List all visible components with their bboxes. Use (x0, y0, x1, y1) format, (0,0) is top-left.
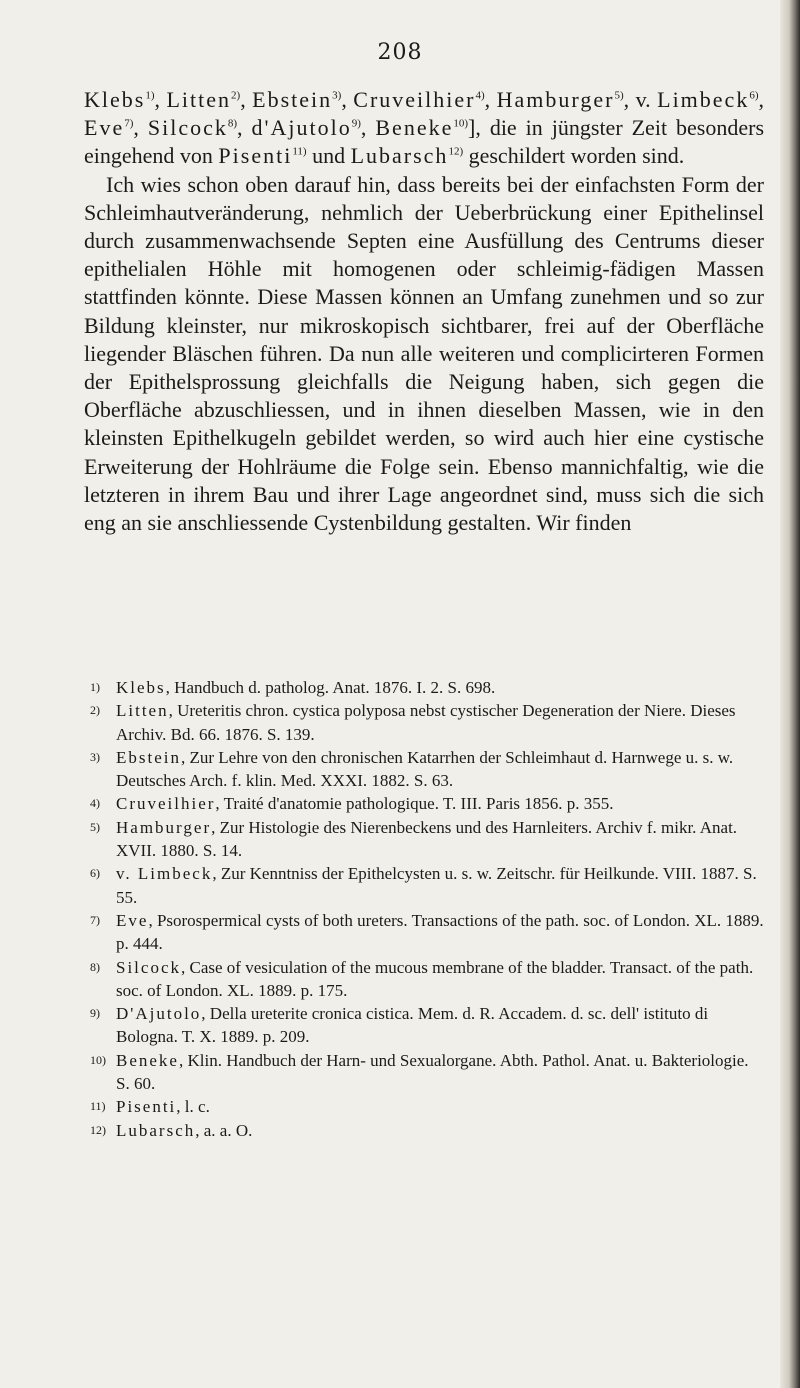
footnote-reference: 2) (231, 89, 241, 102)
text-run: , v. (623, 87, 658, 112)
footnote (90, 1119, 766, 1142)
page-edge-shadow (780, 0, 800, 1388)
footnote-reference: 10) (453, 117, 469, 130)
text-run: , (154, 87, 167, 112)
footnote (90, 1002, 766, 1049)
footnote-author: Litten (116, 701, 169, 721)
footnote-citation: , Zur Kenntniss der Epithelcysten u. s. w. Zeitschr. für Heilkunde. VIII. 1887. S. 55. (116, 864, 757, 907)
author-name: Hamburger (496, 87, 615, 112)
footnote (90, 816, 766, 863)
footnote-reference: 12) (448, 146, 464, 159)
footnote-reference: 8) (227, 117, 238, 130)
footnote-text (116, 909, 766, 956)
footnote-author: v. Limbeck (116, 864, 213, 884)
footnote-citation: , Ureteritis chron. cystica polyposa nebst cystischer Degeneration der Niere. Dieses Archiv. Bd. 66. 1876. S. 139. (116, 701, 736, 744)
footnote-author: Pisenti (116, 1097, 177, 1117)
footnote-author: Hamburger (116, 817, 212, 837)
footnote-mark: 3) (90, 749, 100, 764)
footnote-citation: , Traité d'anatomie pathologique. T. III. Paris 1856. p. 355. (215, 794, 614, 814)
footnote-text (116, 792, 766, 815)
footnote-text (116, 1119, 766, 1142)
footnote-text (116, 862, 766, 909)
footnote (90, 862, 766, 909)
footnote-reference: 1) (145, 89, 155, 102)
footnote-mark: 2) (90, 703, 100, 718)
author-name: Klebs (84, 87, 146, 112)
footnote-author: Klebs (116, 678, 166, 697)
footnote-author: Lubarsch (116, 1120, 196, 1140)
footnote-citation: , Zur Histologie des Nierenbeckens und des Harnleiters. Archiv f. mikr. Anat. XVII. 1880. S. 14. (116, 817, 738, 861)
paragraph (84, 86, 764, 171)
text-run: , (133, 115, 148, 141)
footnote-author: Silcock (116, 957, 181, 977)
footnote-citation: , Case of vesiculation of the mucous membrane of the bladder. Transact. of the path. soc. of London. XL. 1889. p. 175. (116, 957, 754, 1000)
footnote-mark: 5) (90, 819, 100, 834)
text-run: Ich wies schon oben darauf hin, dass bereits bei der einfachsten Form der Schleimhautveränderung, nehmlich der Ueberbrückung einer Epithelinsel durch zusammenwachsende Septen eine Ausfüllung des Centrums dieser epithelialen Höhle mit homogenen oder schleimig-fädigen Massen stattfinden könnte. Diese Massen können an Umfang zunehmen und so zur Bildung kleinster, nur mikroskopisch sichtbarer, frei auf der Oberfläche liegender Bläschen führen. Da nun alle weiteren und complicirteren Formen der Epithelsprossung gleichfalls die Neigung haben, sich gegen die Oberfläche abzuschliessen, und in ihnen dieselben Massen, wie in den kleinsten Epithelkugeln gebildet werden, so wird auch hier eine cystische Erweiterung der Hohlräume die Folge sein. Ebenso mannichfaltig, wie die letzteren in ihrem Bau und ihrer Lage angeordnet sind, muss sich die sich eng an sie anschliessende Cystenbildung gestalten. Wir finden (84, 171, 764, 536)
footnotes (90, 676, 766, 1142)
footnote (90, 1049, 766, 1096)
footnote-text (116, 676, 766, 699)
footnote-mark: 7) (90, 912, 100, 927)
author-name: Lubarsch (350, 143, 449, 169)
text-run: und (306, 143, 351, 169)
footnote-reference: 3) (332, 89, 342, 102)
text-run: , (484, 87, 497, 112)
footnote-author: Ebstein (116, 747, 181, 767)
footnote-mark: 1) (90, 680, 100, 694)
footnote-reference: 6) (749, 89, 759, 102)
footnote-author: Eve (116, 910, 149, 930)
footnote-text (116, 746, 766, 793)
footnote (90, 909, 766, 956)
footnote-mark: 10) (90, 1052, 106, 1067)
footnote (90, 956, 766, 1003)
author-name: Cruveilhier (353, 87, 476, 112)
footnote-citation: , Handbuch d. patholog. Anat. 1876. I. 2. S. 698. (165, 678, 496, 697)
text-run: , (758, 87, 764, 112)
footnote (90, 792, 766, 815)
author-name: Litten (166, 87, 232, 112)
footnote-citation: , Klin. Handbuch der Harn- und Sexualorgane. Abth. Pathol. Anat. u. Bakteriologie. S. 60. (116, 1050, 749, 1094)
footnote-reference: 9) (351, 117, 361, 130)
footnote-text (116, 699, 766, 746)
footnote-citation: , Psorospermical cysts of both ureters. Transactions of the path. soc. of London. XL. 1889. p. 444. (116, 910, 764, 954)
footnote (90, 676, 766, 699)
footnote-citation: , Della ureterite cronica cistica. Mem. d. R. Accadem. d. sc. dell' istituto di Bologna. T. X. 1889. p. 209. (116, 1004, 709, 1047)
author-name: Eve (84, 115, 125, 141)
text-run: geschildert worden sind. (463, 143, 685, 169)
footnote-text (116, 816, 766, 863)
footnote-mark: 8) (90, 959, 100, 974)
footnote-citation: , Zur Lehre von den chronischen Katarrhen der Schleimhaut d. Harnwege u. s. w. Deutsches Arch. f. klin. Med. XXXI. 1882. S. 63. (116, 747, 734, 791)
text-run: , (360, 115, 376, 141)
footnote-citation: , a. a. O. (195, 1120, 253, 1140)
footnote (90, 1095, 766, 1118)
text-run: , (240, 87, 253, 112)
text-run: ], die in jüngster Zeit besonders eingehend von (84, 115, 765, 169)
author-name: Ebstein (252, 87, 333, 112)
footnote-reference: 4) (475, 89, 485, 102)
footnote-mark: 11) (90, 1099, 106, 1114)
author-name: Pisenti (218, 143, 293, 169)
author-name: Limbeck (657, 87, 750, 112)
text-run: , (341, 87, 354, 112)
footnote-text (116, 1002, 766, 1049)
footnote-mark: 6) (90, 866, 100, 881)
footnote-mark: 12) (90, 1122, 106, 1137)
footnote-author: Cruveilhier (116, 794, 216, 814)
footnote (90, 699, 766, 746)
author-name: Silcock (147, 115, 228, 141)
page-number: 208 (377, 40, 423, 65)
footnote-text (116, 956, 766, 1003)
footnote-author: Beneke (116, 1050, 179, 1070)
footnote-author: D'Ajutolo (116, 1004, 202, 1024)
paragraph (84, 171, 764, 538)
footnote-mark: 9) (90, 1006, 100, 1021)
text-run: , (237, 115, 252, 141)
footnote-text (116, 1095, 766, 1118)
footnote-text (116, 1049, 766, 1096)
footnote-reference: 7) (124, 117, 134, 130)
author-name: d'Ajutolo (251, 115, 352, 141)
footnote-citation: , l. c. (176, 1097, 210, 1117)
footnote-mark: 4) (90, 796, 100, 811)
main-text (84, 86, 764, 537)
author-name: Beneke (375, 115, 454, 141)
footnote-reference: 5) (614, 89, 624, 102)
footnote-reference: 11) (292, 146, 307, 159)
footnote (90, 746, 766, 793)
